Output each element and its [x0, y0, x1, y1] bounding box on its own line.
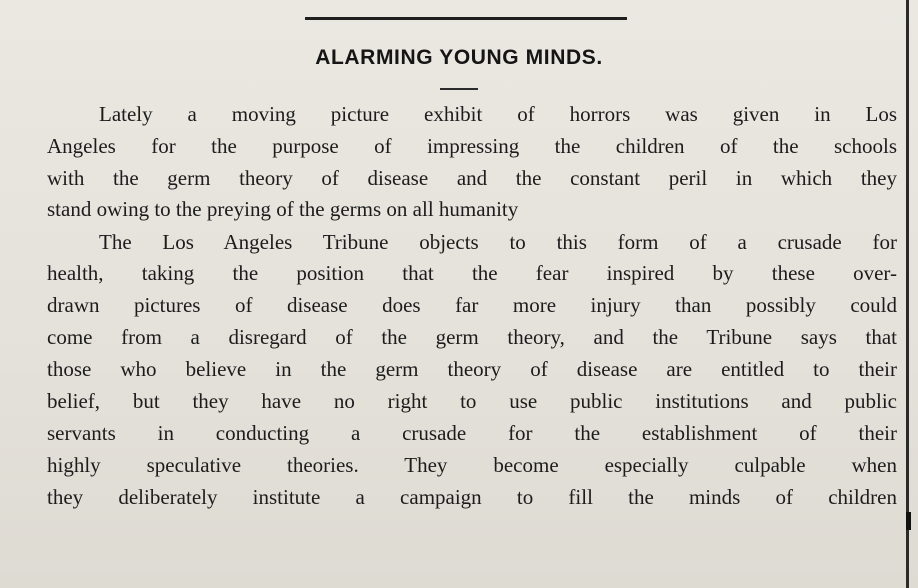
column-rule [906, 0, 909, 588]
article-line: health, taking the position that the fear inspired by these over- [47, 261, 897, 285]
article-line: drawn pictures of disease does far more injury than possibly could [47, 293, 897, 317]
article-line: stand owing to the preying of the germs on all humanity [47, 197, 519, 221]
article-line: servants in conducting a crusade for the establishment of their [47, 421, 897, 445]
article-line: those who believe in the germ theory of disease are entitled to their [47, 357, 897, 381]
article-line: The Los Angeles Tribune objects to this form of a crusade for [99, 230, 897, 254]
article-line: Lately a moving picture exhibit of horrors was given in Los [99, 102, 897, 126]
column-rule-mark [906, 512, 911, 530]
headline-divider [440, 88, 478, 90]
article-line: with the germ theory of disease and the constant peril in which they [47, 166, 897, 190]
article-line: highly speculative theories. They become especially culpable when [47, 453, 897, 477]
article-line: they deliberately institute a campaign to fill the minds of children [47, 485, 897, 509]
article-line: belief, but they have no right to use public institutions and public [47, 389, 897, 413]
article-headline: ALARMING YOUNG MINDS. [315, 46, 603, 69]
article-line: come from a disregard of the germ theory, and the Tribune says that [47, 325, 897, 349]
top-rule [305, 17, 627, 20]
article-line: Angeles for the purpose of impressing the children of the schools [47, 134, 897, 158]
